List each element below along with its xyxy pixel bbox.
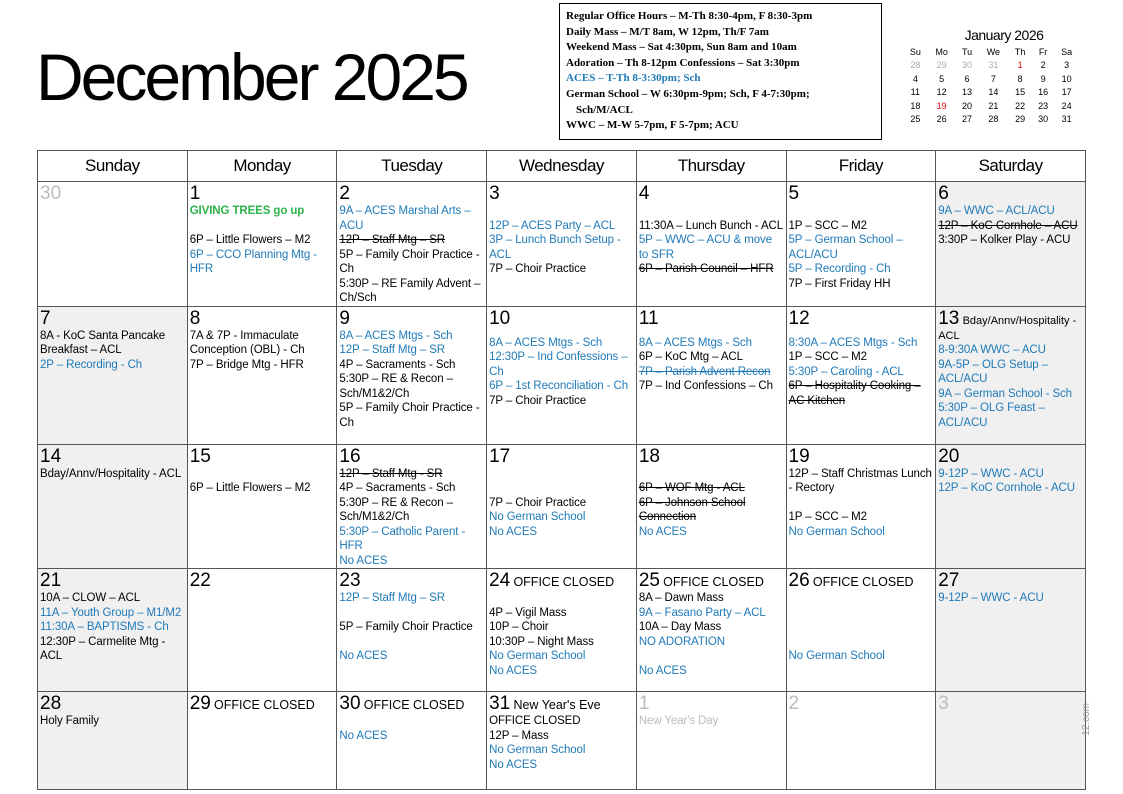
calendar-day-cell	[38, 306, 188, 444]
calendar-week-row	[38, 182, 1086, 307]
day-note: OFFICE CLOSED	[812, 575, 914, 589]
event-entry: 7P – Choir Practice	[489, 394, 587, 407]
mini-calendar-day: 12	[936, 87, 947, 98]
day-header	[789, 571, 934, 591]
day-header	[40, 447, 185, 467]
calendar-day-cell	[337, 182, 487, 307]
mini-calendar-day: 2	[1040, 60, 1046, 71]
calendar-day-cell	[786, 692, 936, 790]
day-number: 15	[189, 445, 211, 467]
day-header	[489, 309, 634, 329]
mini-calendar-day: 7	[990, 73, 996, 84]
day-number: 2	[788, 693, 800, 714]
event-entry: 8:30A – ACES Mtgs - Sch	[788, 336, 918, 349]
day-number: 29	[189, 693, 211, 714]
mini-calendar-header-row	[903, 45, 1079, 59]
event-entry: GIVING TREES go up	[189, 205, 305, 217]
mini-calendar-day: 4	[912, 73, 918, 84]
mini-calendar-day: 11	[910, 87, 920, 98]
office-hours-line: Adoration – Th 8-12pm Confessions – Sat 3:30pm	[566, 56, 800, 69]
day-header	[190, 309, 335, 329]
event-entry: 5P – Family Choir Practice	[339, 621, 473, 633]
watermark-text: 12.com	[1081, 703, 1092, 736]
mini-calendar-day: 19	[936, 100, 947, 111]
day-header	[190, 184, 335, 204]
day-header	[489, 447, 634, 467]
calendar-day-cell	[38, 692, 188, 790]
day-note: OFFICE CLOSED	[663, 575, 764, 589]
event-entry: 5:30P – OLG Feast – ACL/ACU	[938, 402, 1045, 429]
event-entry: 6P – Hospitality Cooking – AC Kitchen	[788, 380, 921, 407]
event-entry: 9-12P – WWC - ACU	[938, 592, 1044, 604]
spacer	[789, 591, 934, 606]
spacer	[489, 329, 634, 336]
event-entry: No ACES	[339, 554, 388, 567]
event-entry: 7P – Bridge Mtg - HFR	[189, 358, 304, 371]
day-number: 10	[489, 307, 511, 329]
event-entry: 11A – Youth Group – M1/M2	[40, 606, 182, 619]
mini-calendar-week	[903, 72, 1079, 86]
office-hours-line: German School – W 6:30pm-9pm; Sch, F 4-7:30pm;	[566, 87, 810, 100]
spacer	[489, 591, 634, 606]
spacer	[639, 649, 784, 664]
mini-calendar-week	[903, 86, 1079, 100]
event-entry: 9A-5P – OLG Setup – ACL/ACU	[938, 358, 1048, 385]
spacer	[190, 219, 335, 234]
event-entry: 5P – German School – ACL/ACU	[788, 234, 903, 261]
event-entry: No ACES	[339, 650, 388, 662]
calendar-day-cell	[487, 182, 637, 307]
spacer	[639, 204, 784, 219]
event-entry: 5:30P – RE Family Advent – Ch/Sch	[339, 277, 481, 304]
event-entry: 6P – 1st Reconciliation - Ch	[489, 380, 629, 392]
day-note: Bday/Annv/Hospitality - ACL	[938, 314, 1077, 342]
event-entry: 1P – SCC – M2	[788, 351, 867, 363]
event-entry: 5:30P – Caroling - ACL	[788, 365, 904, 378]
mini-calendar-day: 14	[988, 87, 999, 98]
day-header	[789, 184, 934, 204]
spacer	[639, 329, 784, 336]
day-number: 4	[638, 183, 650, 204]
mini-calendar-day: 30	[1038, 114, 1049, 125]
calendar-day-cell	[337, 692, 487, 790]
event-entry: 1P – SCC – M2	[788, 219, 867, 232]
calendar-week-row	[38, 692, 1086, 790]
day-header	[339, 694, 484, 714]
event-entry: 5:30P – RE & Recon – Sch/M1&2/Ch	[339, 496, 453, 523]
event-entry: No ACES	[489, 525, 537, 538]
calendar-day-cell	[636, 444, 786, 569]
event-entry: 6P – Little Flowers – M2	[189, 482, 311, 494]
day-number: 2	[339, 183, 350, 204]
calendar-day-cell	[187, 306, 337, 444]
event-entry: 7P – Ind Confessions – Ch	[638, 380, 773, 392]
day-number: 3	[938, 693, 949, 714]
mini-calendar-day: 30	[962, 60, 973, 71]
event-entry: 12P – KoC Cornhole - ACU	[938, 482, 1075, 494]
event-entry: NO ADORATION	[638, 635, 725, 648]
event-entry: 9A – German School - Sch	[938, 387, 1072, 400]
mini-calendar-day: 8	[1017, 73, 1023, 84]
calendar-day-cell	[936, 569, 1086, 692]
mini-calendar-day: 26	[936, 114, 947, 125]
event-entry: 4P – Vigil Mass	[489, 606, 567, 619]
weekday-header-thursday: Thursday	[636, 151, 786, 182]
spacer	[190, 467, 335, 482]
event-entry: 8A – ACES Mtgs - Sch	[339, 329, 453, 342]
day-header	[938, 571, 1083, 591]
event-entry: 6P – Parish Council – HFR	[638, 263, 774, 275]
event-entry: 10:30P – Night Mass	[489, 635, 594, 648]
day-number: 3	[489, 183, 500, 204]
day-number: 22	[189, 570, 211, 591]
day-number: 13	[938, 307, 960, 329]
spacer	[789, 635, 934, 650]
day-number: 24	[489, 570, 511, 591]
spacer	[339, 606, 484, 621]
mini-calendar-day: 31	[988, 60, 999, 71]
event-entry: 6P – WOF Mtg - ACL	[638, 482, 745, 494]
event-entry: 7P – Parish Advent Recon	[638, 365, 771, 378]
day-number: 12	[788, 307, 810, 329]
day-header	[639, 184, 784, 204]
day-header	[489, 694, 634, 714]
office-hours-line: Daily Mass – M/T 8am, W 12pm, Th/F 7am	[566, 25, 769, 38]
mini-calendar-day: 31	[1061, 114, 1072, 125]
event-entry: 4P – Sacraments - Sch	[339, 358, 456, 371]
office-hours-line: WWC – M-W 5-7pm, F 5-7pm; ACU	[566, 119, 739, 132]
event-entry: No German School	[788, 525, 885, 538]
event-entry: No ACES	[489, 664, 537, 677]
day-number: 25	[638, 570, 660, 591]
day-number: 30	[40, 183, 62, 204]
weekday-header-tuesday: Tuesday	[337, 151, 487, 182]
day-number: 21	[40, 570, 62, 591]
calendar-day-cell	[786, 444, 936, 569]
day-number: 31	[489, 693, 511, 714]
spacer	[789, 204, 934, 219]
day-header	[789, 447, 934, 467]
event-entry: 5:30P – Catholic Parent - HFR	[339, 525, 466, 552]
event-entry: 9-12P – WWC - ACU	[938, 467, 1044, 480]
calendar-day-cell	[487, 306, 637, 444]
event-entry: 11:30A – Lunch Bunch - ACL	[638, 219, 784, 232]
event-entry: 12P – Staff Mtg – SR	[339, 234, 446, 246]
weekday-header-saturday: Saturday	[936, 151, 1086, 182]
day-header	[639, 309, 784, 329]
calendar-day-cell	[38, 182, 188, 307]
event-entry: 12P – KoC Cornhole – ACU	[938, 219, 1078, 232]
spacer	[789, 329, 934, 336]
event-entry: 4P – Sacraments - Sch	[339, 482, 456, 494]
day-header	[789, 309, 934, 329]
weekday-header-sunday: Sunday	[38, 151, 188, 182]
spacer	[789, 496, 934, 511]
mini-calendar-day: 6	[964, 73, 970, 84]
mini-calendar-week	[903, 59, 1079, 73]
event-entry: 6P – CCO Planning Mtg - HFR	[189, 248, 317, 275]
day-header	[489, 184, 634, 204]
day-header	[40, 694, 185, 714]
mini-calendar-week	[903, 99, 1079, 113]
day-header	[339, 309, 484, 329]
day-header	[339, 447, 484, 467]
spacer	[639, 467, 784, 482]
mini-calendar-day: 29	[1015, 114, 1026, 125]
calendar-day-cell	[38, 569, 188, 692]
day-number: 9	[339, 307, 350, 329]
mini-calendar-weekday: Fr	[1038, 46, 1048, 57]
event-entry: No German School	[489, 650, 586, 662]
mini-calendar-day: 15	[1015, 87, 1026, 98]
day-header	[40, 184, 185, 204]
event-entry: No ACES	[489, 758, 537, 771]
calendar-week-row	[38, 569, 1086, 692]
day-header	[40, 571, 185, 591]
office-hours-line: Sch/M/ACL	[576, 103, 633, 116]
day-header	[190, 571, 335, 591]
day-header	[40, 309, 185, 329]
event-entry: 6P – Little Flowers – M2	[189, 234, 311, 246]
event-entry: 1P – SCC – M2	[788, 511, 867, 523]
day-header	[339, 184, 484, 204]
mini-calendar-week	[903, 113, 1079, 127]
mini-calendar-day: 5	[939, 73, 945, 84]
mini-calendar-weekday: Th	[1014, 46, 1026, 57]
event-entry: 5P – Family Choir Practice - Ch	[339, 402, 480, 429]
day-number: 8	[189, 307, 201, 329]
event-entry: 9A – WWC – ACL/ACU	[938, 205, 1055, 217]
event-entry: 9A – Fasano Party – ACL	[638, 606, 766, 619]
calendar-day-cell	[636, 182, 786, 307]
mini-calendar-weekday: We	[986, 46, 1001, 57]
event-entry: 12P – Staff Christmas Lunch - Rectory	[788, 467, 932, 494]
event-entry: No ACES	[339, 729, 388, 742]
calendar-day-cell	[636, 306, 786, 444]
event-entry: 7P – Choir Practice	[489, 263, 587, 275]
event-entry: Holy Family	[40, 715, 99, 727]
mini-calendar-day: 28	[988, 114, 999, 125]
mini-calendar-day: 28	[910, 60, 921, 71]
event-entry: 8A – ACES Mtgs - Sch	[638, 336, 752, 349]
calendar-day-cell	[487, 444, 637, 569]
event-entry: 3:30P – Kolker Play - ACU	[938, 234, 1071, 246]
day-header	[639, 571, 784, 591]
mini-calendar-day: 23	[1038, 100, 1049, 111]
spacer	[789, 620, 934, 635]
event-entry: 5P – Recording - Ch	[788, 263, 891, 275]
mini-calendar-day: 13	[962, 87, 973, 98]
event-entry: 5P – WWC – ACU & move to SFR	[638, 234, 772, 261]
calendar-day-cell	[38, 444, 188, 569]
event-entry: 10A – Day Mass	[638, 621, 722, 633]
mini-calendar-day: 9	[1040, 73, 1046, 84]
calendar-week-row	[38, 306, 1086, 444]
mini-calendar-day: 21	[988, 100, 999, 111]
mini-calendar-title: January 2026	[964, 27, 1044, 43]
calendar-day-cell	[786, 306, 936, 444]
event-entry: 12:30P – Ind Confessions – Ch	[489, 351, 628, 378]
day-header	[190, 694, 335, 714]
mini-calendar-day: 20	[962, 100, 973, 111]
calendar-day-cell	[487, 569, 637, 692]
calendar-day-cell	[337, 569, 487, 692]
spacer	[489, 467, 634, 482]
event-entry: 12:30P – Carmelite Mtg - ACL	[40, 635, 166, 662]
day-number: 17	[489, 445, 511, 467]
month-calendar-grid	[37, 150, 1086, 790]
day-note: OFFICE CLOSED	[513, 575, 615, 589]
spacer	[789, 606, 934, 621]
day-number: 11	[638, 307, 659, 329]
day-number: 30	[339, 693, 361, 714]
event-entry: Bday/Annv/Hospitality - ACL	[40, 467, 182, 480]
day-note: New Year's Eve	[513, 698, 601, 712]
day-number: 5	[788, 183, 800, 204]
event-entry: 5:30P – RE & Recon – Sch/M1&2/Ch	[339, 373, 453, 400]
event-entry: 7P – Choir Practice	[489, 496, 587, 509]
page-title: December 2025	[36, 40, 467, 114]
mini-calendar-day: 24	[1061, 100, 1072, 111]
spacer	[339, 714, 484, 729]
event-entry: 12P – ACES Party – ACL	[489, 219, 616, 232]
mini-calendar-january	[903, 27, 1083, 126]
event-entry: 6P – Johnson School Connection	[638, 496, 746, 523]
day-number: 1	[189, 183, 201, 204]
day-number: 16	[339, 445, 361, 467]
day-header	[938, 694, 1083, 714]
mini-calendar-day: 18	[910, 100, 921, 111]
event-entry: 8-9:30A WWC – ACU	[938, 344, 1046, 356]
event-entry: 8A - KoC Santa Pancake Breakfast – ACL	[40, 329, 166, 356]
calendar-day-cell	[187, 569, 337, 692]
event-entry: 12P – Staff Mtg – SR	[339, 592, 446, 604]
day-number: 7	[40, 307, 51, 329]
day-header	[789, 694, 934, 714]
mini-calendar-weekday: Su	[909, 46, 921, 57]
event-entry: 12P – Staff Mtg – SR	[339, 344, 446, 356]
calendar-day-cell	[936, 692, 1086, 790]
day-number: 23	[339, 570, 361, 591]
mini-calendar-day: 3	[1064, 60, 1070, 71]
day-number: 18	[638, 445, 660, 467]
spacer	[489, 204, 634, 219]
event-entry: 8A – ACES Mtgs - Sch	[489, 336, 603, 349]
event-entry: No German School	[788, 650, 885, 662]
mini-calendar-day: 1	[1017, 60, 1023, 71]
day-number: 14	[40, 445, 62, 467]
event-entry: No German School	[489, 744, 586, 756]
office-hours-line: ACES – T-Th 8-3:30pm; Sch	[566, 72, 701, 85]
mini-calendar-day: 29	[936, 60, 947, 71]
calendar-day-cell	[187, 444, 337, 569]
event-entry: New Year's Day	[638, 715, 719, 727]
mini-calendar-day: 16	[1038, 87, 1049, 98]
event-entry: 12P – Mass	[489, 729, 549, 742]
calendar-day-cell	[187, 692, 337, 790]
event-entry: 10A – CLOW – ACL	[40, 592, 141, 604]
calendar-day-cell	[786, 569, 936, 692]
day-number: 20	[938, 445, 960, 467]
calendar-day-cell	[786, 182, 936, 307]
mini-calendar-weekday: Sa	[1061, 46, 1073, 57]
office-hours-line: Regular Office Hours – M-Th 8:30-4pm, F 8:30-3pm	[566, 10, 813, 22]
day-number: 26	[788, 570, 810, 591]
event-entry: 8A – Dawn Mass	[638, 592, 724, 604]
day-header	[190, 447, 335, 467]
spacer	[489, 481, 634, 496]
event-entry: 3P – Lunch Bunch Setup - ACL	[489, 234, 621, 261]
calendar-day-cell	[487, 692, 637, 790]
event-entry: No ACES	[638, 525, 687, 538]
calendar-day-cell	[936, 306, 1086, 444]
mini-calendar-day: 27	[962, 114, 973, 125]
event-entry: 6P – KoC Mtg – ACL	[638, 351, 743, 363]
spacer	[339, 635, 484, 650]
day-header	[489, 571, 634, 591]
day-header	[938, 184, 1083, 204]
mini-calendar-grid	[903, 45, 1079, 126]
calendar-day-cell	[636, 569, 786, 692]
event-entry: 7A & 7P - Immaculate Conception (OBL) - Ch	[189, 329, 305, 356]
event-entry: 10P – Choir	[489, 621, 549, 633]
mini-calendar-day: 17	[1061, 87, 1072, 98]
day-number: 27	[938, 570, 960, 591]
day-header	[938, 309, 1083, 344]
calendar-day-cell	[337, 444, 487, 569]
mini-calendar-day: 25	[910, 114, 921, 125]
weekday-header-row	[38, 151, 1086, 182]
calendar-day-cell	[936, 444, 1086, 569]
day-header	[639, 694, 784, 714]
event-entry: 11:30A – BAPTISMS - Ch	[40, 621, 169, 633]
weekday-header-monday: Monday	[187, 151, 337, 182]
mini-calendar-weekday: Mo	[935, 46, 948, 57]
calendar-day-cell	[936, 182, 1086, 307]
day-header	[639, 447, 784, 467]
calendar-day-cell	[636, 692, 786, 790]
day-number: 28	[40, 693, 62, 714]
office-hours-line: Weekend Mass – Sat 4:30pm, Sun 8am and 10am	[566, 41, 797, 54]
event-entry: No German School	[489, 511, 586, 523]
day-number: 6	[938, 183, 949, 204]
day-header	[938, 447, 1083, 467]
calendar-day-cell	[337, 306, 487, 444]
mini-calendar-day: 22	[1015, 100, 1026, 111]
weekday-header-wednesday: Wednesday	[487, 151, 637, 182]
event-entry: OFFICE CLOSED	[489, 715, 581, 727]
calendar-day-cell	[187, 182, 337, 307]
day-note: OFFICE CLOSED	[214, 698, 315, 712]
mini-calendar-day: 10	[1061, 73, 1072, 84]
event-entry: No ACES	[638, 664, 687, 677]
day-header	[339, 571, 484, 591]
day-number: 1	[638, 693, 650, 714]
calendar-week-row	[38, 444, 1086, 569]
day-number: 19	[788, 445, 810, 467]
weekday-header-friday: Friday	[786, 151, 936, 182]
event-entry: 2P – Recording - Ch	[40, 358, 143, 371]
office-hours-box	[559, 3, 882, 140]
event-entry: 12P – Staff Mtg - SR	[339, 467, 443, 480]
mini-calendar-weekday: Tu	[961, 46, 973, 57]
event-entry: 7P – First Friday HH	[788, 277, 891, 290]
day-note: OFFICE CLOSED	[363, 698, 465, 712]
event-entry: 5P – Family Choir Practice - Ch	[339, 248, 480, 275]
event-entry: 9A – ACES Marshal Arts – ACU	[339, 205, 471, 232]
